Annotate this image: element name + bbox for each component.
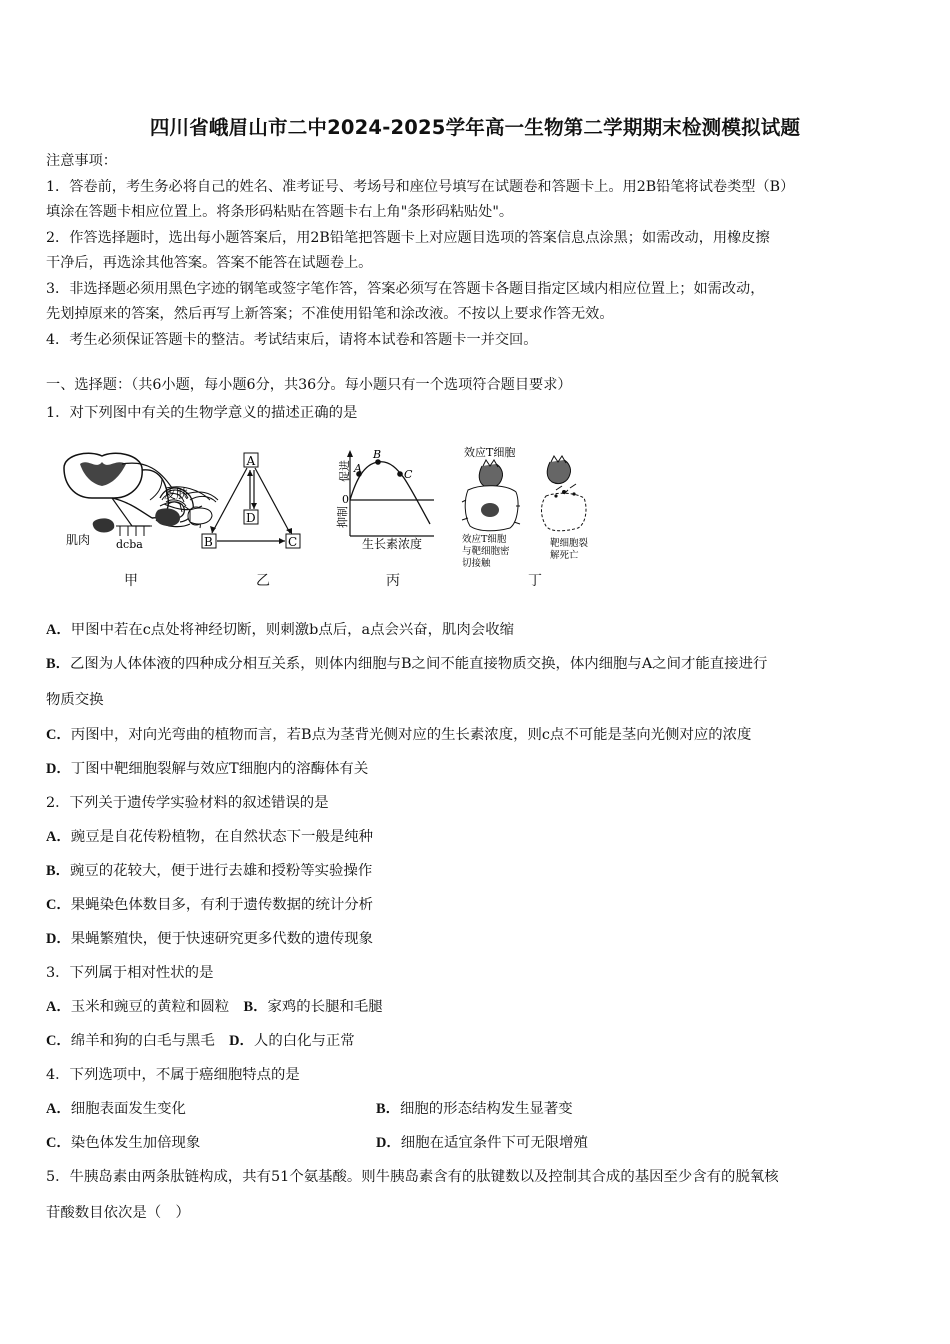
figure-bing-chart: [335, 448, 434, 551]
ding-caption-2-line: 解死亡: [550, 550, 579, 561]
ding-caption-1-line: 切接触: [462, 558, 491, 569]
option-text: 豌豆是自花传粉植物，在自然状态下一般是纯种: [70, 829, 374, 845]
yi-label-d: D: [246, 511, 256, 525]
bing-zero-label: 0: [342, 493, 349, 506]
option-key: C．: [46, 1135, 71, 1151]
option-key: A．: [46, 829, 71, 845]
figure-yi-diagram: [202, 453, 300, 549]
bing-promote-label: 促进: [338, 460, 351, 482]
question-1-figure: [50, 440, 610, 600]
option-key: D．: [46, 761, 71, 777]
figure-label-jia: 甲: [124, 573, 138, 589]
ding-caption-2-line: 靶细胞裂: [550, 538, 589, 549]
option-c: [46, 723, 904, 744]
option-row: [46, 1029, 904, 1050]
bing-xlabel: 生长素浓度: [362, 537, 423, 551]
option-text: 甲图中若在c点处将神经切断，则刺激b点后，a点会兴奋，肌肉会收缩: [70, 622, 514, 638]
option-key: D．: [229, 1033, 254, 1049]
option-text: 玉米和豌豆的黄粒和圆粒: [70, 999, 230, 1015]
ding-t-cell-label: 效应T细胞: [464, 446, 516, 459]
bing-inhibit-label: 抑制: [336, 506, 349, 528]
question-text: 对下列图中有关的生物学意义的描述正确的是: [69, 405, 358, 421]
option-key: D．: [376, 1135, 401, 1151]
figure-ding-diagram: [462, 445, 589, 569]
option-key: B．: [243, 999, 268, 1015]
option-text: 绵羊和狗的白毛与黑毛: [70, 1033, 215, 1049]
question-number: 2．: [46, 795, 70, 811]
question-2-stem: [46, 791, 904, 812]
notes-line: 2．作答选择题时，选出每小题答案后，用2B铅笔把答题卡上对应题目选项的答案信息点涂黑；如需改动，用橡皮擦: [46, 229, 770, 246]
option-text: 家鸡的长腿和毛腿: [267, 999, 383, 1015]
question-number: 3．: [46, 965, 70, 981]
option-text: 细胞表面发生变化: [70, 1101, 186, 1117]
option-row: [46, 995, 904, 1016]
figure-jia-diagram: [64, 453, 218, 551]
option-text: 果蝇染色体数目多，有利于遗传数据的统计分析: [70, 897, 374, 913]
option-text: 豌豆的花较大，便于进行去雄和授粉等实验操作: [70, 863, 373, 879]
notes-heading: 注意事项：: [46, 153, 117, 169]
option-text: 染色体发生加倍现象: [70, 1135, 201, 1151]
option-text: 乙图为人体体液的四种成分相互关系，则体内细胞与B之间不能直接物质交换，体内细胞与A之间才能直接进行: [70, 656, 768, 672]
question-text: 下列属于相对性状的是: [69, 965, 214, 981]
figure-label-ding: 丁: [528, 573, 542, 589]
option-a: [46, 618, 904, 639]
notes-line: 4．考生必须保证答题卡的整洁。考试结束后，请将本试卷和答题卡一并交回。: [46, 331, 538, 348]
option-d: [376, 1131, 588, 1152]
option-c: [46, 1131, 200, 1152]
option-key: C．: [46, 727, 71, 743]
option-b: [46, 652, 904, 673]
figure-label-yi: 乙: [256, 573, 270, 589]
notes-line: 填涂在答题卡相应位置上。将条形码粘贴在答题卡右上角"条形码粘贴处"。: [46, 204, 514, 220]
question-3-stem: [46, 961, 904, 982]
ding-caption-1-line: 与靶细胞密: [462, 546, 510, 557]
jia-skin-label: 皮肤: [164, 487, 189, 501]
option-key: A．: [46, 1101, 71, 1117]
option-b-continued: 物质交换: [46, 692, 104, 708]
option-key: D．: [46, 931, 71, 947]
option-key: A．: [46, 622, 71, 638]
option-text: 果蝇繁殖快，便于快速研究更多代数的遗传现象: [70, 931, 374, 947]
option-text: 人的白化与正常: [253, 1033, 355, 1049]
bing-point-a: A: [354, 462, 362, 475]
question-number: 1．: [46, 405, 70, 421]
option-b: [46, 859, 904, 880]
option-text: 丁图中靶细胞裂解与效应T细胞内的溶酶体有关: [70, 761, 369, 777]
yi-label-b: B: [204, 535, 213, 549]
section-heading: 一、选择题：（共6小题，每小题6分，共36分。每小题只有一个选项符合题目要求）: [46, 377, 572, 393]
figure-label-bing: 丙: [386, 573, 400, 589]
option-key: A．: [46, 999, 71, 1015]
question-text: 牛胰岛素由两条肽链构成，共有51个氨基酸。则牛胰岛素含有的肽键数以及控制其合成的基因至少含有的脱氧核: [69, 1169, 779, 1185]
question-number: 4．: [46, 1067, 70, 1083]
question-text: 下列选项中，不属于癌细胞特点的是: [69, 1067, 300, 1083]
ding-caption-1-line: 效应T细胞: [462, 534, 507, 545]
yi-label-c: C: [288, 535, 298, 549]
notes-line: 干净后，再选涂其他答案。答案不能答在试题卷上。: [46, 255, 373, 271]
question-4-stem: [46, 1063, 904, 1084]
option-text: 细胞在适宜条件下可无限增殖: [400, 1135, 588, 1151]
option-text: 细胞的形态结构发生显著变: [400, 1101, 573, 1117]
option-key: B．: [376, 1101, 400, 1117]
question-1-stem: [46, 401, 904, 422]
bing-point-c: C: [404, 468, 413, 481]
question-number: 5．: [46, 1169, 70, 1185]
question-text: 下列关于遗传学实验材料的叙述错误的是: [69, 795, 329, 811]
option-a: [46, 825, 904, 846]
yi-label-a: A: [246, 454, 256, 468]
page-title: 四川省峨眉山市二中2024-2025学年高一生物第二学期期末检测模拟试题: [149, 116, 801, 139]
question-5-stem: [46, 1165, 904, 1186]
notes-block: [46, 149, 904, 353]
option-d: [46, 757, 904, 778]
option-text: 丙图中，对向光弯曲的植物而言，若B点为茎背光侧对应的生长素浓度，则c点不可能是茎向光侧对应的浓度: [70, 727, 752, 743]
option-b: [376, 1097, 573, 1118]
option-key: C．: [46, 1033, 71, 1049]
bing-point-b: B: [373, 448, 382, 461]
option-key: B．: [46, 656, 70, 672]
option-key: B．: [46, 863, 70, 879]
option-key: C．: [46, 897, 71, 913]
option-d: [46, 927, 904, 948]
option-c: [46, 893, 904, 914]
notes-line: 1．答卷前，考生务必将自己的姓名、准考证号、考场号和座位号填写在试题卷和答题卡上。用2B铅笔将试卷类型（B）: [46, 178, 795, 195]
notes-line: 先划掉原来的答案，然后再写上新答案；不准使用铅笔和涂改液。不按以上要求作答无效。: [46, 306, 614, 322]
jia-muscle-label: 肌肉: [66, 533, 91, 547]
jia-points-label: dcba: [116, 538, 143, 551]
question-5-stem-continued: 苷酸数目依次是（ ）: [46, 1205, 190, 1221]
notes-line: 3．非选择题必须用黑色字迹的钢笔或签字笔作答，答案必须写在答题卡各题目指定区域内相应位置上；如需改动，: [46, 280, 765, 297]
option-a: [46, 1097, 186, 1118]
